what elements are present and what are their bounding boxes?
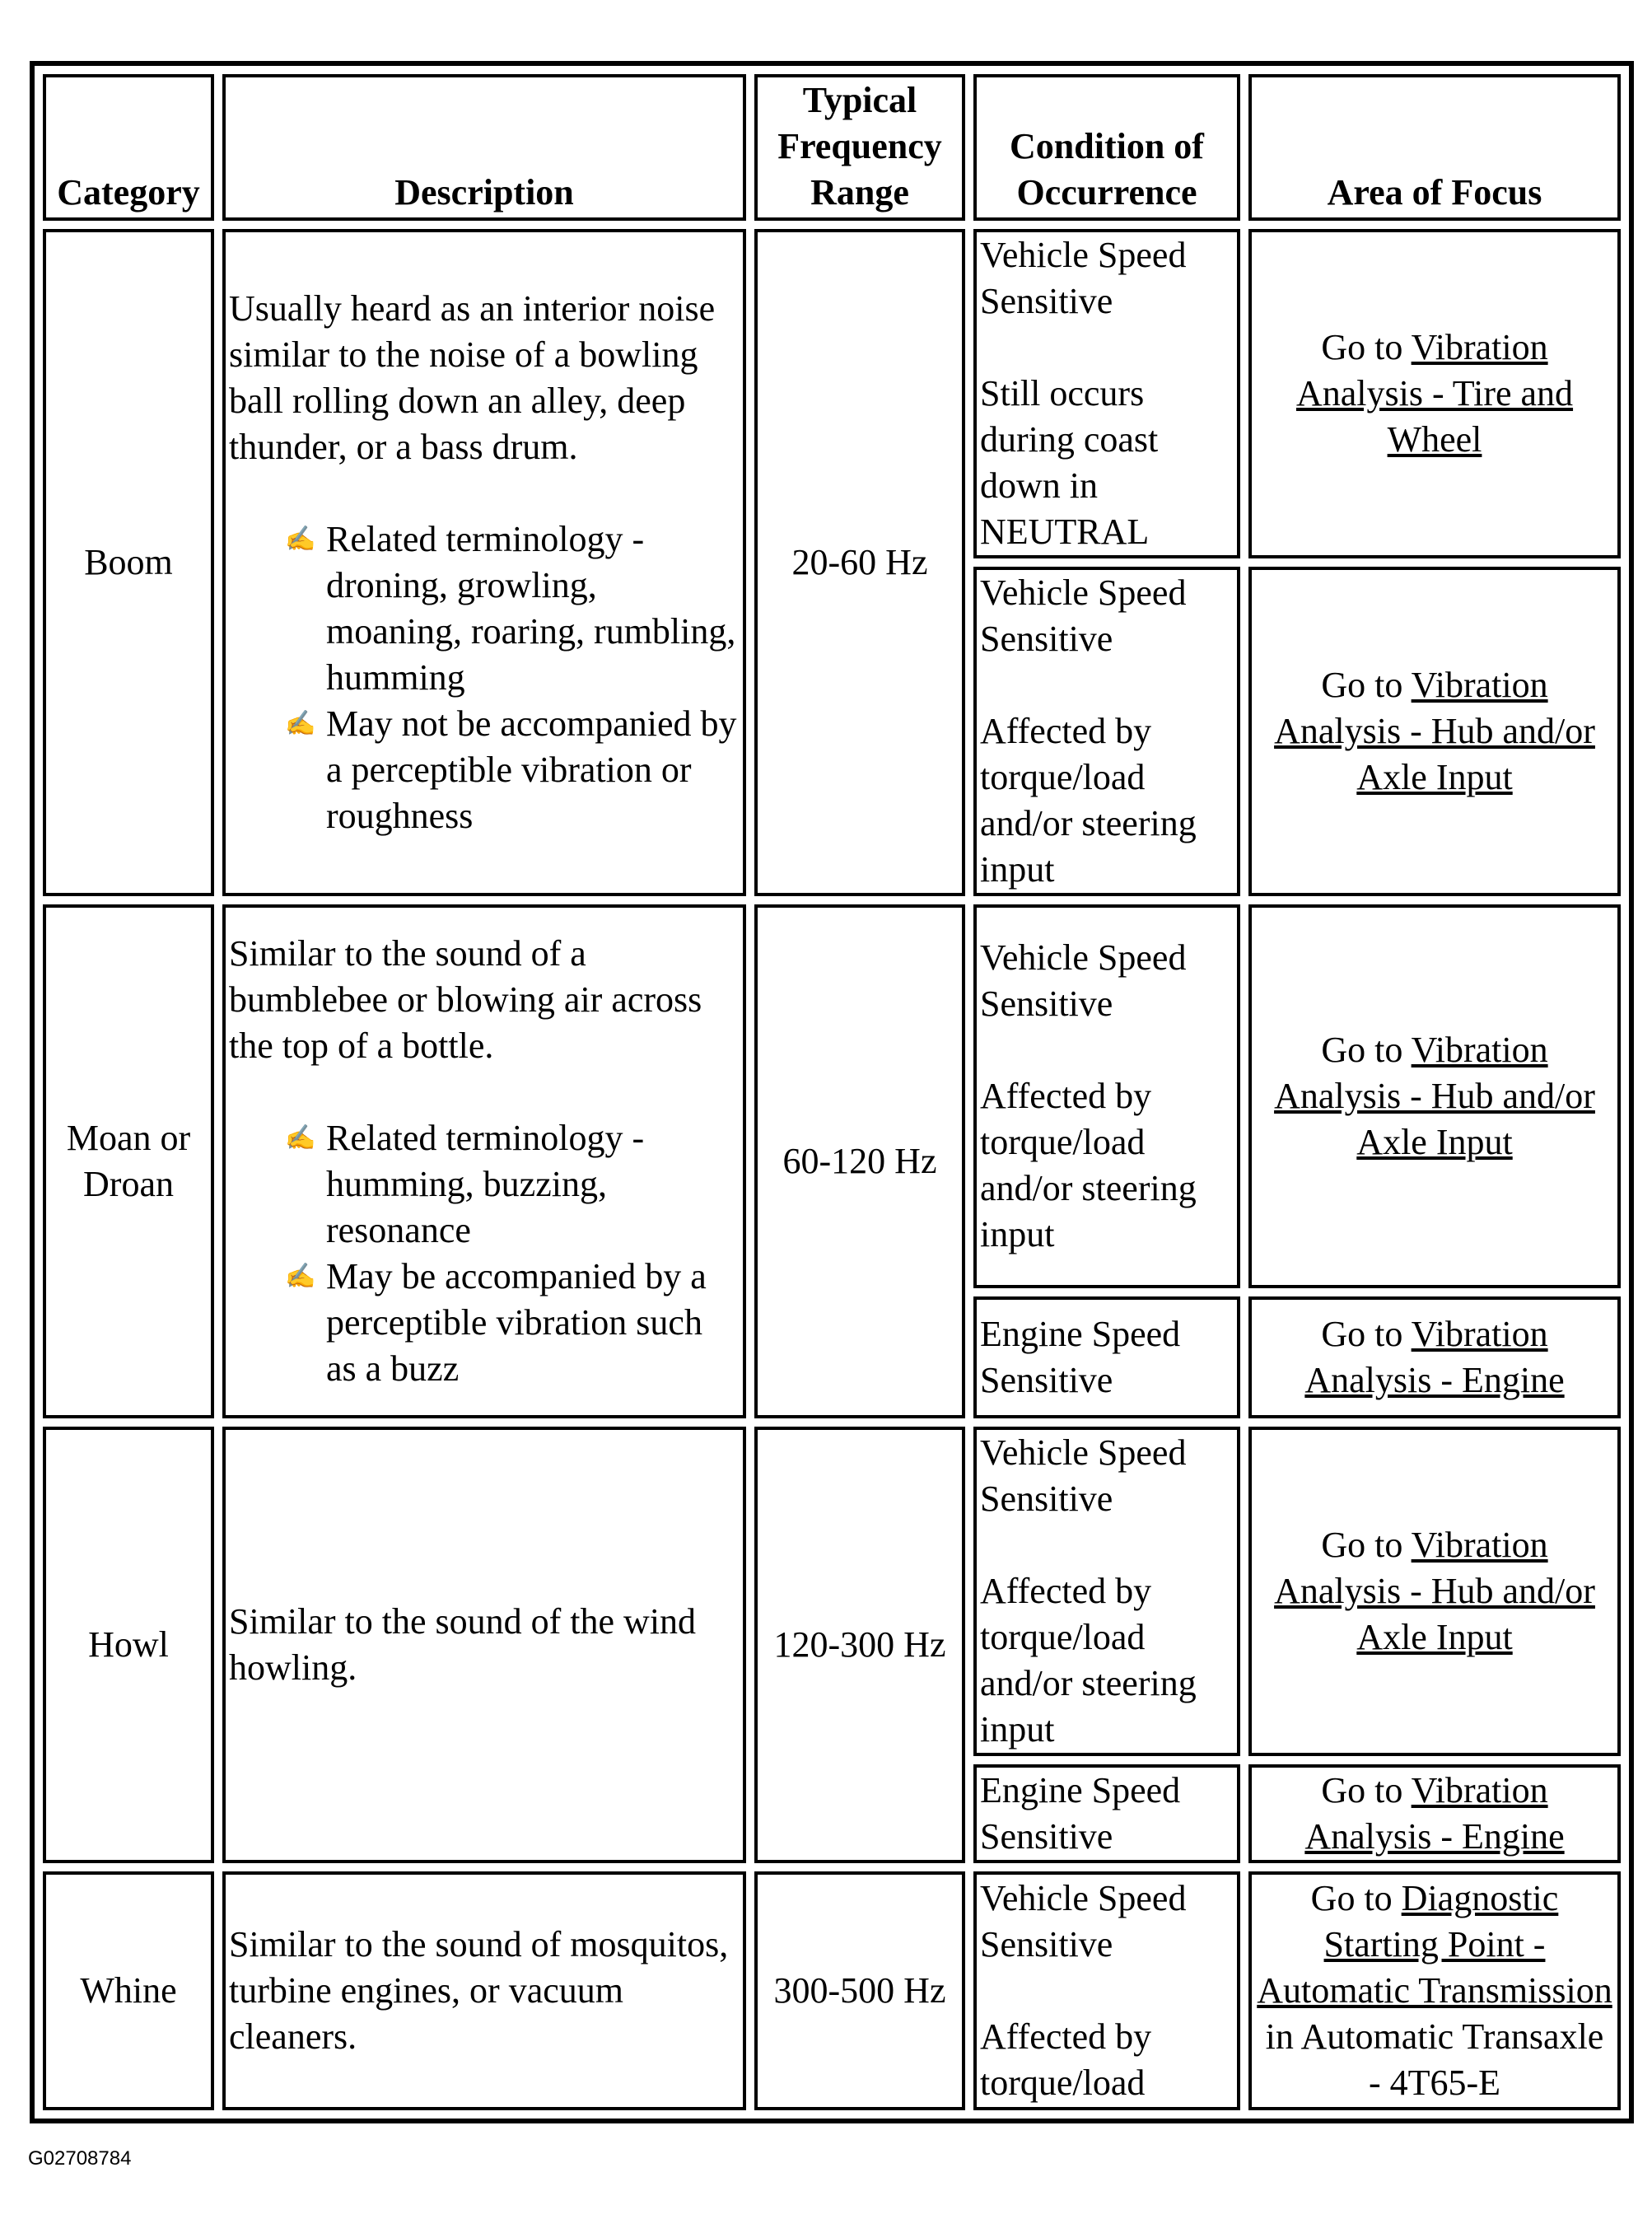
- cell-description: [222, 229, 746, 896]
- cell-description: [222, 904, 746, 1418]
- cell-frequency-range: 120-300 Hz: [754, 1427, 965, 1863]
- cell-description: [222, 1427, 746, 1863]
- condition-secondary: Affected by torque/load and/or steering input: [980, 711, 1197, 890]
- cell-frequency-range: 20-60 Hz: [754, 229, 965, 896]
- table-row: [43, 1871, 1621, 2110]
- list-item: [285, 701, 740, 839]
- cell-area-of-focus: [1248, 229, 1621, 558]
- cell-area-of-focus: [1248, 567, 1621, 896]
- condition-secondary: Still occurs during coast down in NEUTRAL: [980, 373, 1159, 552]
- focus-prefix: Go to: [1321, 327, 1412, 367]
- cell-category: Moan or Droan: [43, 904, 214, 1418]
- condition-primary: Vehicle Speed Sensitive: [980, 235, 1187, 321]
- focus-link[interactable]: Vibration Analysis - Hub and/or Axle Input: [1274, 1030, 1595, 1162]
- focus-prefix: Go to: [1321, 1314, 1412, 1354]
- cell-area-of-focus: [1248, 1871, 1621, 2110]
- pen-bullet-icon: ✍: [285, 1263, 316, 1290]
- noise-classification-table: [30, 61, 1634, 2123]
- cell-area-of-focus: [1248, 1296, 1621, 1418]
- term-text: Related terminology - humming, buzzing, resonance: [326, 1118, 645, 1250]
- description-text: Similar to the sound of a bumblebee or blowing air across the top of a bottle.: [229, 933, 702, 1066]
- condition-primary: Engine Speed Sensitive: [980, 1770, 1181, 1857]
- header-area-of-focus: Area of Focus: [1248, 74, 1621, 221]
- cell-area-of-focus: [1248, 904, 1621, 1288]
- focus-link[interactable]: Vibration Analysis - Engine: [1304, 1770, 1565, 1857]
- focus-prefix: Go to: [1321, 1525, 1412, 1565]
- header-condition: Condition of Occurrence: [973, 74, 1240, 221]
- cell-condition: [973, 229, 1240, 558]
- table-row: [43, 229, 1621, 558]
- condition-primary: Vehicle Speed Sensitive: [980, 572, 1187, 659]
- table-row: [43, 904, 1621, 1288]
- cell-description: [222, 1871, 746, 2110]
- focus-link[interactable]: Vibration Analysis - Hub and/or Axle Input: [1274, 1525, 1595, 1657]
- focus-prefix: Go to: [1321, 1770, 1412, 1810]
- focus-link[interactable]: Vibration Analysis - Engine: [1304, 1314, 1565, 1400]
- cell-frequency-range: 60-120 Hz: [754, 904, 965, 1418]
- description-text: Similar to the sound of the wind howling.: [229, 1601, 697, 1688]
- focus-prefix: Go to: [1321, 1030, 1412, 1070]
- cell-area-of-focus: [1248, 1427, 1621, 1756]
- cell-condition: [973, 1764, 1240, 1863]
- table-row: [43, 1427, 1621, 1756]
- cell-condition: [973, 904, 1240, 1288]
- focus-prefix: Go to: [1310, 1878, 1402, 1918]
- list-item: [285, 1254, 740, 1392]
- cell-area-of-focus: [1248, 1764, 1621, 1863]
- pen-bullet-icon: ✍: [285, 1124, 316, 1152]
- condition-primary: Vehicle Speed Sensitive: [980, 1432, 1187, 1519]
- condition-primary: Engine Speed Sensitive: [980, 1314, 1181, 1400]
- list-item: [285, 516, 740, 701]
- description-text: Similar to the sound of mosquitos, turbine engines, or vacuum cleaners.: [229, 1924, 729, 2057]
- header-row: [43, 74, 1621, 221]
- focus-suffix: in Automatic Transaxle - 4T65-E: [1265, 2016, 1604, 2103]
- related-terms-list: [229, 516, 740, 839]
- cell-condition: [973, 1871, 1240, 2110]
- cell-frequency-range: 300-500 Hz: [754, 1871, 965, 2110]
- list-item: [285, 1115, 740, 1254]
- condition-primary: Vehicle Speed Sensitive: [980, 1878, 1187, 1964]
- term-text: May be accompanied by a perceptible vibration such as a buzz: [326, 1256, 707, 1389]
- focus-link[interactable]: Vibration Analysis - Tire and Wheel: [1295, 327, 1574, 460]
- cell-condition: [973, 1427, 1240, 1756]
- cell-category: Howl: [43, 1427, 214, 1863]
- header-category: Category: [43, 74, 214, 221]
- focus-link[interactable]: Vibration Analysis - Hub and/or Axle Input: [1274, 665, 1595, 797]
- focus-link[interactable]: Diagnostic Starting Point - Automatic Transmission: [1257, 1878, 1612, 2011]
- cell-category: Boom: [43, 229, 214, 896]
- related-terms-list: [229, 1115, 740, 1392]
- description-text: Usually heard as an interior noise similar to the noise of a bowling ball rolling down an alley, deep thunder, or a bass drum.: [229, 288, 716, 467]
- condition-secondary: Affected by torque/load: [980, 2016, 1152, 2103]
- condition-secondary: Affected by torque/load and/or steering input: [980, 1571, 1197, 1750]
- cell-category: Whine: [43, 1871, 214, 2110]
- term-text: Related terminology - droning, growling, moaning, roaring, rumbling, humming: [326, 519, 736, 698]
- pen-bullet-icon: ✍: [285, 526, 316, 553]
- term-text: May not be accompanied by a perceptible vibration or roughness: [326, 703, 737, 836]
- pen-bullet-icon: ✍: [285, 710, 316, 737]
- cell-condition: [973, 1296, 1240, 1418]
- condition-secondary: Affected by torque/load and/or steering input: [980, 1076, 1197, 1254]
- condition-primary: Vehicle Speed Sensitive: [980, 937, 1187, 1024]
- header-frequency-range: Typical Frequency Range: [754, 74, 965, 221]
- figure-id: G02708784: [28, 2147, 132, 2170]
- focus-prefix: Go to: [1321, 665, 1412, 705]
- header-description: Description: [222, 74, 746, 221]
- cell-condition: [973, 567, 1240, 896]
